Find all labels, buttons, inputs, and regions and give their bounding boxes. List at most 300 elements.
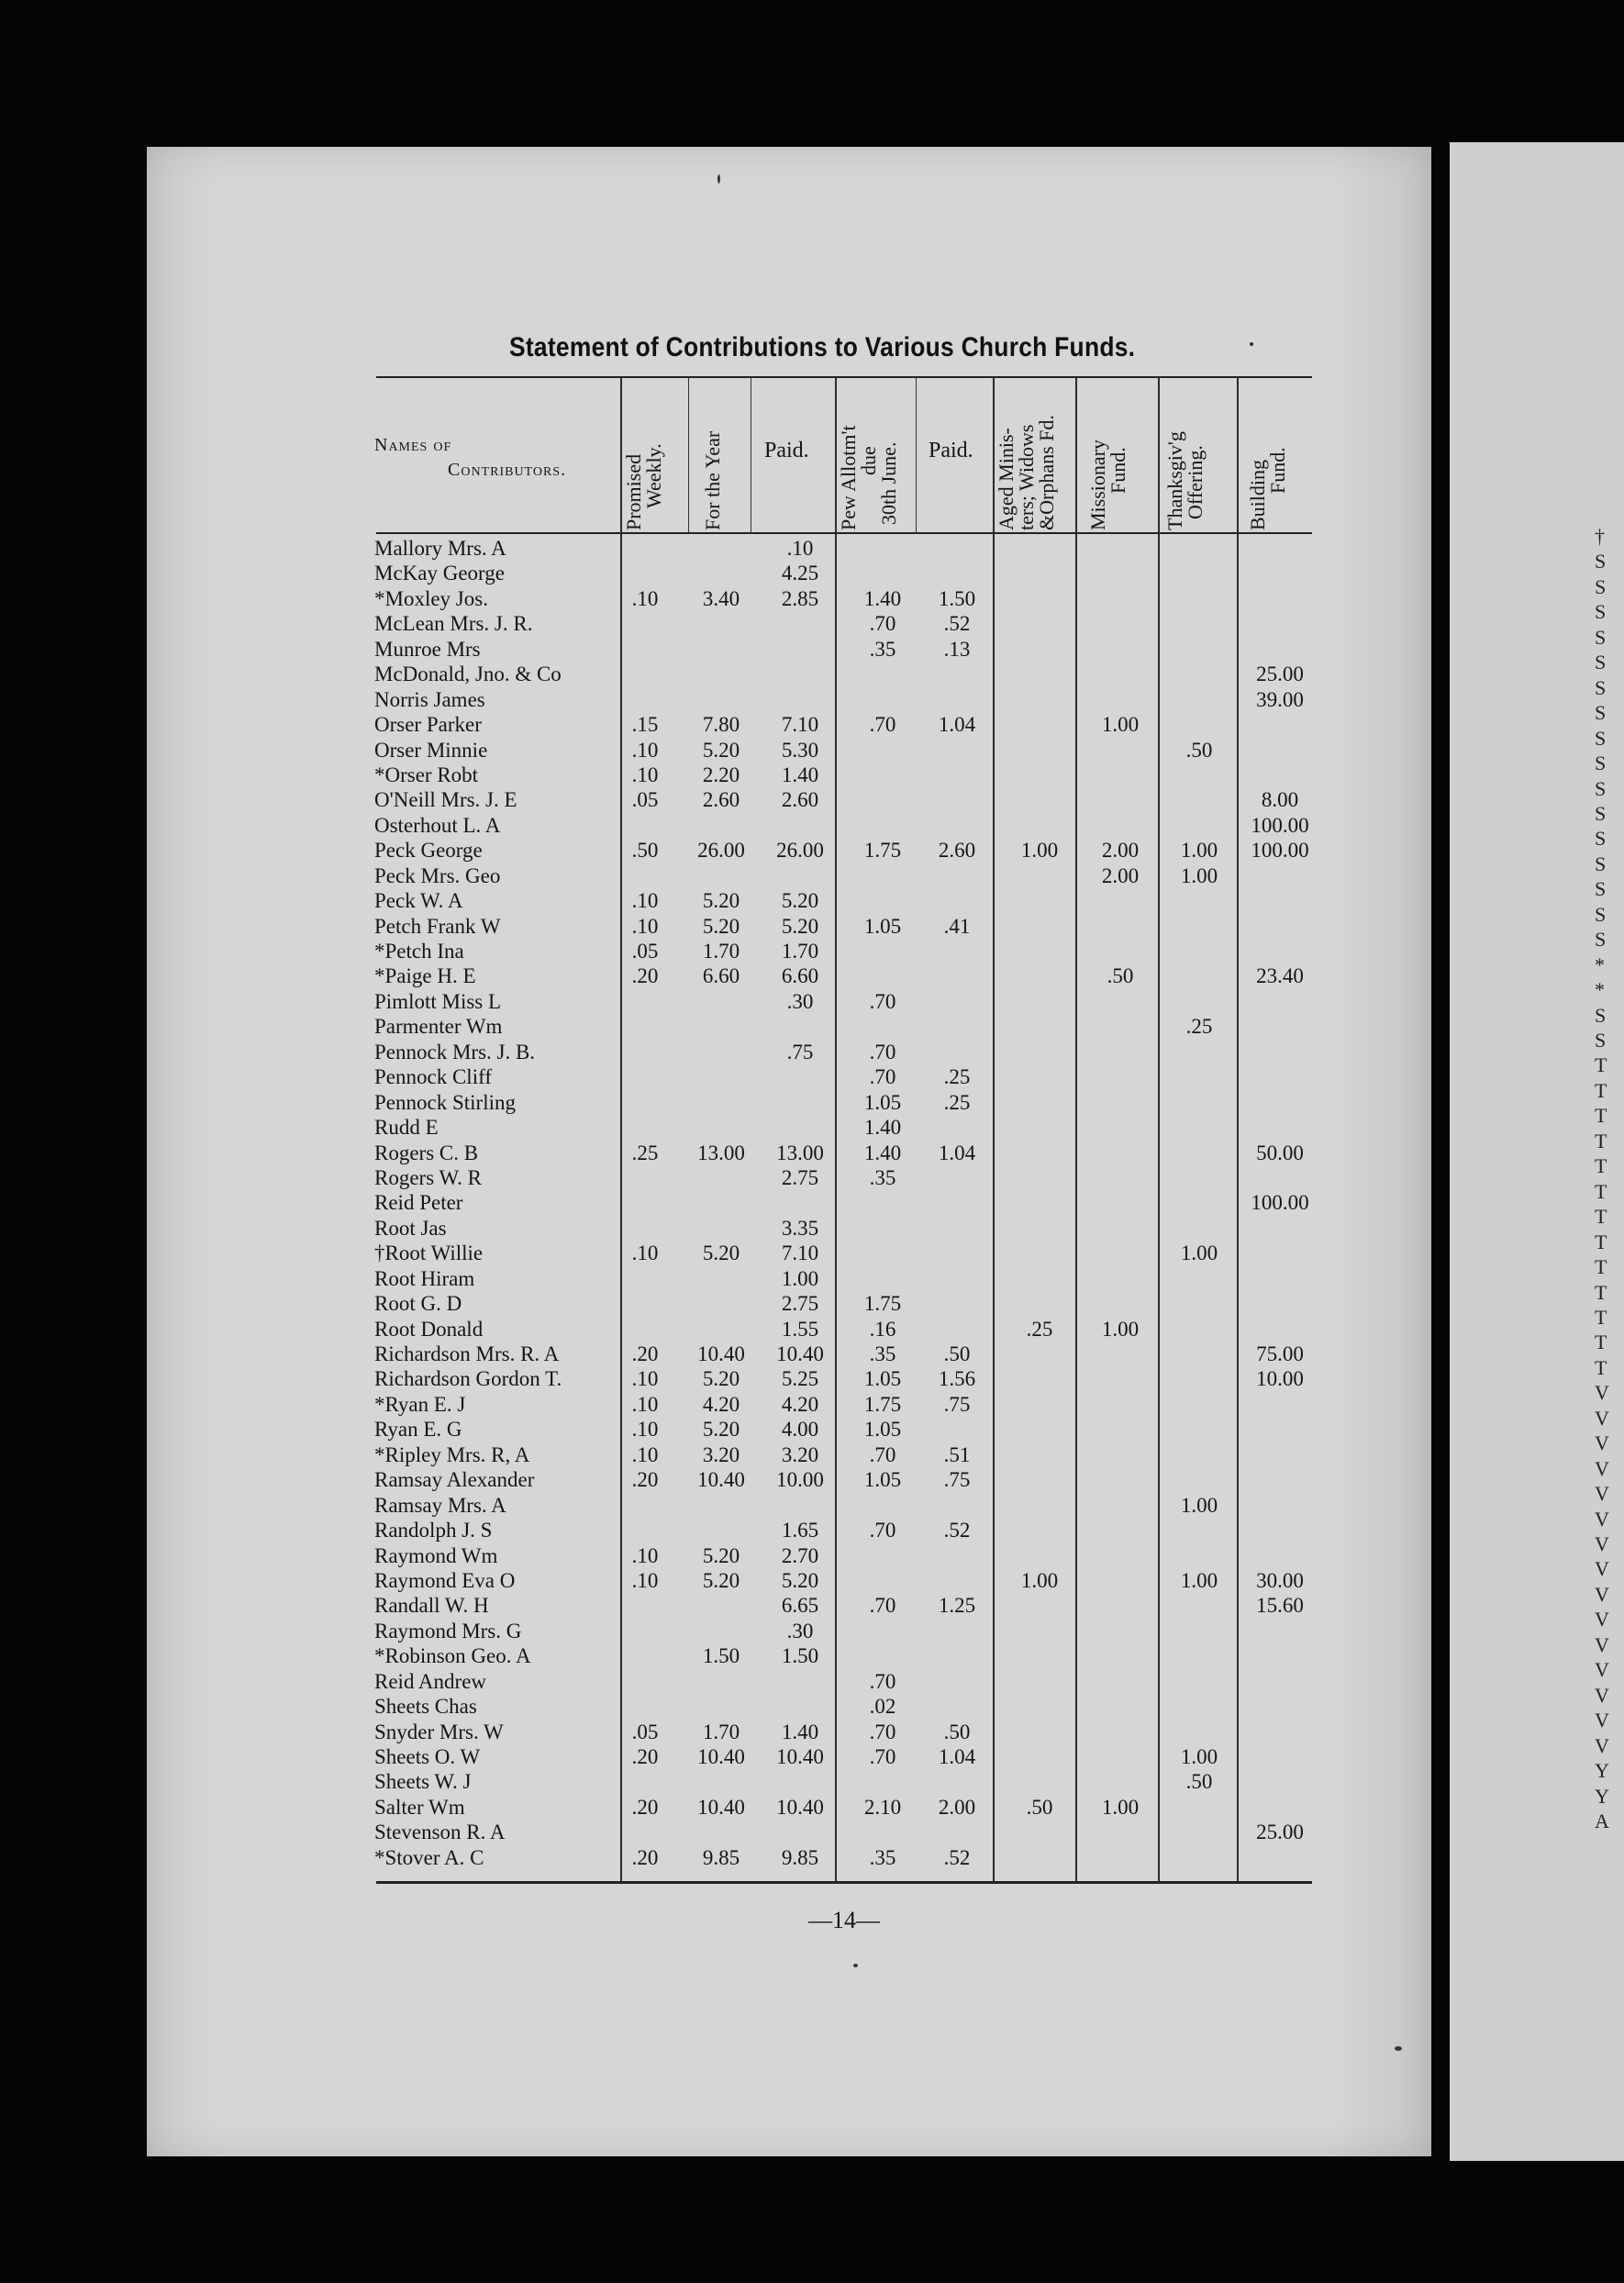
page-title: Statement of Contributions to Various Church Funds.: [509, 332, 1136, 362]
amount-cell: .75: [943, 1392, 971, 1416]
amount-cell: 1.05: [863, 1367, 902, 1391]
contributor-name-cell: [374, 1241, 620, 1265]
amount-cell: .05: [631, 788, 659, 812]
amount-cell: .50: [631, 839, 659, 863]
contributor-name-cell: [374, 1694, 620, 1719]
table-row: [0, 1720, 1607, 1744]
facing-page-letter: T: [1595, 1331, 1607, 1354]
amount-cell: .15: [631, 713, 659, 737]
amount-cell: .10: [631, 1543, 659, 1567]
contributor-name: Stevenson R. A: [374, 1821, 508, 1843]
table-row: [0, 939, 1607, 963]
table-row: [0, 1845, 1607, 1870]
amount-cell: .30: [786, 989, 814, 1013]
contributor-name: Orser Parker: [374, 713, 485, 736]
table-row: [0, 738, 1607, 763]
header-names-line2: Contributors.: [448, 460, 567, 480]
facing-page-letter: T: [1595, 1205, 1607, 1229]
contributions-table-body: [0, 536, 1607, 1870]
table-row: [0, 1266, 1607, 1291]
contributor-name: Peck Mrs. Geo: [374, 864, 504, 887]
facing-page-letter: S: [1595, 852, 1607, 875]
contributor-name-cell: [374, 1216, 620, 1241]
contributor-name: Osterhout L. A: [374, 814, 504, 837]
table-row: [0, 1064, 1607, 1089]
facing-page-letter: V: [1595, 1406, 1609, 1430]
amount-cell: 1.50: [938, 586, 976, 610]
amount-cell: 4.00: [781, 1418, 819, 1442]
amount-cell: 5.30: [781, 738, 819, 762]
contributor-name: Ryan E. G: [374, 1418, 466, 1441]
amount-cell: .50: [943, 1720, 971, 1743]
contributor-name-cell: [374, 939, 620, 963]
contributor-name-cell: [374, 1845, 620, 1870]
contributor-name-cell: [374, 1417, 620, 1442]
contributor-name: †Root Willie: [374, 1242, 486, 1264]
header-building-fund-line2: Fund.: [1266, 447, 1289, 494]
contributor-name-cell: [374, 1744, 620, 1769]
amount-cell: 7.10: [781, 1242, 819, 1265]
table-row: [0, 1165, 1607, 1190]
contributor-name-cell: [374, 687, 620, 712]
contributor-name-cell: [374, 1442, 620, 1467]
amount-cell: .10: [631, 1242, 659, 1265]
amount-cell: 1.40: [863, 586, 902, 610]
amount-cell: .20: [631, 1745, 659, 1768]
header-thanksgiving-line2: Offering.: [1184, 445, 1207, 519]
contributor-name: Pennock Mrs. J. B.: [374, 1041, 539, 1064]
contributor-name-cell: [374, 1115, 620, 1140]
facing-page-letter: *: [1595, 952, 1605, 976]
scan-speck: [1395, 2046, 1402, 2051]
contributor-name: Petch Frank W: [374, 915, 505, 938]
header-promised-weekly-line1: Promised: [622, 453, 645, 530]
facing-page-letter: V: [1595, 1582, 1609, 1606]
facing-page-letter: T: [1595, 1355, 1607, 1379]
amount-cell: .20: [631, 1795, 659, 1819]
table-row: [0, 888, 1607, 913]
table-row: [0, 989, 1607, 1014]
amount-cell: 2.60: [702, 788, 740, 812]
amount-cell: 1.00: [1020, 839, 1059, 863]
amount-cell: 5.25: [781, 1367, 819, 1391]
facing-page-letter: V: [1595, 1632, 1609, 1656]
amount-cell: .70: [869, 1519, 896, 1542]
table-row: [0, 1442, 1607, 1467]
amount-cell: 1.40: [781, 1720, 819, 1743]
amount-cell: 3.20: [781, 1442, 819, 1466]
amount-cell: 1.00: [781, 1266, 819, 1290]
facing-page-letter: T: [1595, 1104, 1607, 1128]
contributor-name: *Robinson Geo. A: [374, 1644, 535, 1667]
amount-cell: .70: [869, 713, 896, 737]
amount-cell: 5.20: [702, 1242, 740, 1265]
table-bottom-rule: [376, 1881, 1312, 1884]
contributor-name: Pennock Cliff: [374, 1065, 495, 1088]
amount-cell: .10: [631, 1392, 659, 1416]
amount-cell: 10.40: [697, 1745, 745, 1768]
contributor-name-cell: [374, 1291, 620, 1316]
facing-page-letter: V: [1595, 1507, 1609, 1531]
amount-cell: .70: [869, 1065, 896, 1089]
amount-cell: .50: [1026, 1795, 1053, 1819]
facing-page-letter: V: [1595, 1381, 1609, 1405]
amount-cell: 10.40: [697, 1342, 745, 1365]
header-paid-2: Paid.: [929, 439, 973, 462]
amount-cell: 5.20: [702, 1543, 740, 1567]
amount-cell: 26.00: [776, 839, 824, 863]
amount-cell: 5.20: [702, 1367, 740, 1391]
contributor-name-cell: [374, 914, 620, 939]
contributor-name: *Orser Robt: [374, 763, 482, 786]
amount-cell: .20: [631, 1845, 659, 1869]
table-row: [0, 586, 1607, 611]
contributor-name: Sheets W. J: [374, 1770, 474, 1793]
amount-cell: 5.20: [781, 1568, 819, 1592]
facing-page-letter: T: [1595, 1078, 1607, 1102]
amount-cell: 2.85: [781, 586, 819, 610]
amount-cell: .25: [1026, 1317, 1053, 1341]
facing-page-letter: S: [1595, 928, 1607, 952]
facing-page-letter: V: [1595, 1658, 1609, 1682]
amount-cell: 1.00: [1180, 863, 1218, 887]
contributor-name-cell: [374, 1317, 620, 1342]
amount-cell: 10.00: [1256, 1367, 1304, 1391]
table-row: [0, 1141, 1607, 1165]
contributor-name: Root G. D: [374, 1292, 465, 1315]
facing-page-letter: S: [1595, 550, 1607, 574]
amount-cell: .70: [869, 1745, 896, 1768]
contributor-name: *Moxley Jos.: [374, 587, 492, 610]
amount-cell: 2.20: [702, 763, 740, 786]
contributor-name-cell: [374, 1643, 620, 1668]
facing-page-letter: V: [1595, 1532, 1609, 1555]
contributor-name-cell: [374, 1493, 620, 1518]
facing-page-letter: S: [1595, 877, 1607, 901]
table-row: [0, 637, 1607, 662]
amount-cell: 5.20: [781, 914, 819, 938]
amount-cell: 7.80: [702, 713, 740, 737]
facing-page-letter: S: [1595, 776, 1607, 800]
header-missionary-fund: [1088, 440, 1129, 530]
amount-cell: 2.00: [1101, 839, 1140, 863]
header-thanksgiving-offering: [1165, 431, 1206, 530]
amount-cell: 1.70: [702, 1720, 740, 1743]
contributor-name: Rogers C. B: [374, 1142, 482, 1164]
amount-cell: .51: [943, 1442, 971, 1466]
contributor-name: Sheets Chas: [374, 1695, 481, 1718]
table-row: [0, 1543, 1607, 1568]
facing-page-letter: S: [1595, 625, 1607, 649]
facing-page-letter: S: [1595, 726, 1607, 750]
table-row: [0, 1694, 1607, 1719]
amount-cell: 6.60: [781, 964, 819, 988]
facing-page-letter: S: [1595, 1029, 1607, 1052]
header-pew-allotment-line3: 30th June.: [877, 441, 900, 525]
table-row: [0, 1769, 1607, 1794]
contributor-name-cell: [374, 989, 620, 1014]
contributor-name: Richardson Gordon T.: [374, 1367, 565, 1390]
amount-cell: .10: [631, 1367, 659, 1391]
amount-cell: .10: [631, 738, 659, 762]
amount-cell: 7.10: [781, 713, 819, 737]
amount-cell: .41: [943, 914, 971, 938]
amount-cell: .30: [786, 1619, 814, 1643]
contributor-name: Raymond Eva O: [374, 1569, 518, 1592]
header-pew-allotment-line1: Pew Allotm't: [837, 425, 860, 530]
contributor-name-cell: [374, 1342, 620, 1366]
amount-cell: 3.35: [781, 1216, 819, 1240]
facing-page-letter: V: [1595, 1456, 1609, 1480]
facing-page-letter: †: [1595, 525, 1605, 548]
contributor-name-cell: [374, 1040, 620, 1064]
table-row: [0, 1342, 1607, 1366]
amount-cell: 5.20: [702, 889, 740, 913]
contributor-name: Pennock Stirling: [374, 1091, 519, 1114]
table-row: [0, 1619, 1607, 1643]
amount-cell: 3.40: [702, 586, 740, 610]
contributor-name: Pimlott Miss L: [374, 990, 505, 1013]
amount-cell: .10: [631, 914, 659, 938]
table-row: [0, 561, 1607, 585]
amount-cell: 1.70: [781, 940, 819, 963]
amount-cell: 2.60: [938, 839, 976, 863]
amount-cell: .50: [943, 1342, 971, 1365]
contributor-name: Raymond Wm: [374, 1544, 501, 1567]
amount-cell: 1.55: [781, 1317, 819, 1341]
amount-cell: 5.20: [702, 738, 740, 762]
contributor-name-cell: [374, 637, 620, 662]
table-row: [0, 813, 1607, 838]
amount-cell: .25: [943, 1090, 971, 1114]
table-row: [0, 1643, 1607, 1668]
amount-cell: 10.40: [776, 1745, 824, 1768]
amount-cell: 1.50: [781, 1644, 819, 1668]
facing-page-letter: V: [1595, 1431, 1609, 1455]
contributor-name-cell: [374, 1467, 620, 1492]
facing-page-letter: T: [1595, 1053, 1607, 1077]
amount-cell: 5.20: [781, 889, 819, 913]
header-aged-ministers-line2: ters; Widows: [1015, 424, 1038, 530]
contributor-name: *Stover A. C: [374, 1846, 487, 1869]
facing-page-letter: V: [1595, 1557, 1609, 1581]
contributor-name-cell: [374, 1543, 620, 1568]
contributor-name-cell: [374, 712, 620, 737]
amount-cell: 1.05: [863, 1090, 902, 1114]
contributor-name-cell: [374, 838, 620, 863]
amount-cell: .10: [631, 586, 659, 610]
amount-cell: .20: [631, 1342, 659, 1365]
table-row: [0, 1744, 1607, 1769]
amount-cell: .20: [631, 1468, 659, 1492]
facing-page-letter: S: [1595, 902, 1607, 926]
amount-cell: .70: [869, 989, 896, 1013]
table-row: [0, 1493, 1607, 1518]
amount-cell: .52: [943, 1845, 971, 1869]
amount-cell: 1.05: [863, 1418, 902, 1442]
amount-cell: 4.20: [781, 1392, 819, 1416]
amount-cell: .02: [869, 1695, 896, 1719]
contributor-name-cell: [374, 662, 620, 686]
amount-cell: 13.00: [697, 1141, 745, 1164]
amount-cell: 1.00: [1020, 1568, 1059, 1592]
amount-cell: .70: [869, 1669, 896, 1693]
contributor-name-cell: [374, 1165, 620, 1190]
table-row: [0, 1115, 1607, 1140]
facing-page-letter: Y: [1595, 1784, 1609, 1808]
facing-page-letter: T: [1595, 1179, 1607, 1203]
amount-cell: .52: [943, 1519, 971, 1542]
header-building-fund: [1248, 447, 1288, 530]
amount-cell: 1.04: [938, 1745, 976, 1768]
amount-cell: .75: [786, 1040, 814, 1064]
amount-cell: 2.60: [781, 788, 819, 812]
header-missionary-fund-line1: Missionary: [1086, 440, 1109, 530]
amount-cell: .25: [631, 1141, 659, 1164]
amount-cell: 1.40: [863, 1141, 902, 1164]
amount-cell: .25: [943, 1065, 971, 1089]
amount-cell: 2.70: [781, 1543, 819, 1567]
amount-cell: 13.00: [776, 1141, 824, 1164]
header-pew-allotment-line2: due: [857, 446, 880, 475]
amount-cell: 6.65: [781, 1594, 819, 1618]
contributor-name-cell: [374, 1141, 620, 1165]
amount-cell: .75: [943, 1468, 971, 1492]
contributor-name: *Paige H. E: [374, 964, 480, 987]
amount-cell: 100.00: [1251, 1191, 1309, 1215]
contributor-name-cell: [374, 611, 620, 636]
amount-cell: .25: [1185, 1015, 1213, 1039]
amount-cell: 1.75: [863, 839, 902, 863]
table-row: [0, 662, 1607, 686]
amount-cell: 9.85: [781, 1845, 819, 1869]
contributor-name: Snyder Mrs. W: [374, 1721, 507, 1743]
amount-cell: 5.20: [702, 1568, 740, 1592]
amount-cell: .35: [869, 1845, 896, 1869]
amount-cell: 5.20: [702, 1418, 740, 1442]
contributor-name: Mallory Mrs. A: [374, 537, 510, 560]
amount-cell: 1.00: [1180, 1242, 1218, 1265]
amount-cell: 2.75: [781, 1165, 819, 1189]
table-row: [0, 1518, 1607, 1542]
contributor-name: Orser Minnie: [374, 739, 491, 762]
contributor-name: *Ripley Mrs. R, A: [374, 1443, 533, 1466]
contributor-name: Root Jas: [374, 1217, 450, 1240]
amount-cell: 39.00: [1256, 687, 1304, 711]
amount-cell: .10: [786, 537, 814, 560]
facing-page-letter: T: [1595, 1154, 1607, 1178]
table-row: [0, 1669, 1607, 1694]
header-promised-weekly: [624, 443, 664, 530]
column-divider: [688, 376, 689, 532]
amount-cell: 10.40: [776, 1342, 824, 1365]
table-row: [0, 1795, 1607, 1820]
facing-page-letter: V: [1595, 1683, 1609, 1707]
table-row: [0, 1392, 1607, 1417]
table-top-rule: [376, 376, 1312, 378]
header-promised-weekly-line2: Weekly.: [642, 443, 665, 508]
contributor-name-cell: [374, 1669, 620, 1694]
facing-page-letter: V: [1595, 1482, 1609, 1506]
facing-page-letter: S: [1595, 801, 1607, 825]
amount-cell: 2.75: [781, 1292, 819, 1316]
amount-cell: 1.00: [1180, 1493, 1218, 1517]
amount-cell: 2.00: [1101, 863, 1140, 887]
contributor-name: McKay George: [374, 562, 508, 585]
header-for-the-year-line1: For the Year: [701, 430, 724, 530]
amount-cell: 10.40: [776, 1795, 824, 1819]
facing-page-letter: S: [1595, 827, 1607, 851]
table-row: [0, 1593, 1607, 1618]
amount-cell: 10.40: [697, 1795, 745, 1819]
contributor-name-cell: [374, 561, 620, 585]
facing-page-letter: A: [1595, 1809, 1609, 1832]
contributor-name-cell: [374, 863, 620, 888]
contributor-name: Salter Wm: [374, 1796, 469, 1819]
header-aged-ministers-line3: &Orphans Fd.: [1035, 415, 1058, 530]
amount-cell: 1.00: [1180, 1568, 1218, 1592]
amount-cell: 25.00: [1256, 663, 1304, 686]
header-building-fund-line1: Building: [1246, 459, 1269, 530]
amount-cell: 75.00: [1256, 1342, 1304, 1365]
table-row: [0, 1040, 1607, 1064]
contributor-name: *Ryan E. J: [374, 1393, 469, 1416]
facing-page-letter: V: [1595, 1709, 1609, 1732]
amount-cell: .10: [631, 1442, 659, 1466]
header-paid: Paid.: [764, 439, 809, 462]
amount-cell: .20: [631, 964, 659, 988]
amount-cell: 1.70: [702, 940, 740, 963]
amount-cell: 4.20: [702, 1392, 740, 1416]
contributor-name-cell: [374, 1720, 620, 1744]
amount-cell: .35: [869, 1342, 896, 1365]
contributor-name-cell: [374, 1619, 620, 1643]
amount-cell: 1.25: [938, 1594, 976, 1618]
amount-cell: 1.04: [938, 713, 976, 737]
contributor-name-cell: [374, 963, 620, 988]
amount-cell: .70: [869, 1040, 896, 1064]
column-divider: [916, 376, 917, 532]
amount-cell: .35: [869, 637, 896, 661]
contributor-name-cell: [374, 536, 620, 561]
amount-cell: 1.05: [863, 1468, 902, 1492]
amount-cell: 15.60: [1256, 1594, 1304, 1618]
amount-cell: .70: [869, 612, 896, 636]
facing-page-letter: S: [1595, 1003, 1607, 1027]
table-row: [0, 1291, 1607, 1316]
table-row: [0, 1317, 1607, 1342]
table-row: [0, 1241, 1607, 1265]
table-row: [0, 1216, 1607, 1241]
contributor-name-cell: [374, 1014, 620, 1039]
table-row: [0, 1014, 1607, 1039]
amount-cell: .70: [869, 1594, 896, 1618]
amount-cell: .50: [1107, 964, 1134, 988]
contributor-name: Richardson Mrs. R. A: [374, 1342, 562, 1365]
amount-cell: .50: [1185, 738, 1213, 762]
amount-cell: 8.00: [1261, 788, 1299, 812]
table-row: [0, 863, 1607, 888]
header-aged-ministers: [996, 415, 1057, 530]
facing-page-letter: S: [1595, 600, 1607, 624]
amount-cell: .50: [1185, 1770, 1213, 1794]
facing-page-letter: T: [1595, 1255, 1607, 1279]
amount-cell: .70: [869, 1442, 896, 1466]
amount-cell: 1.75: [863, 1292, 902, 1316]
amount-cell: .52: [943, 612, 971, 636]
amount-cell: .16: [869, 1317, 896, 1341]
contributor-name: Reid Andrew: [374, 1670, 490, 1693]
